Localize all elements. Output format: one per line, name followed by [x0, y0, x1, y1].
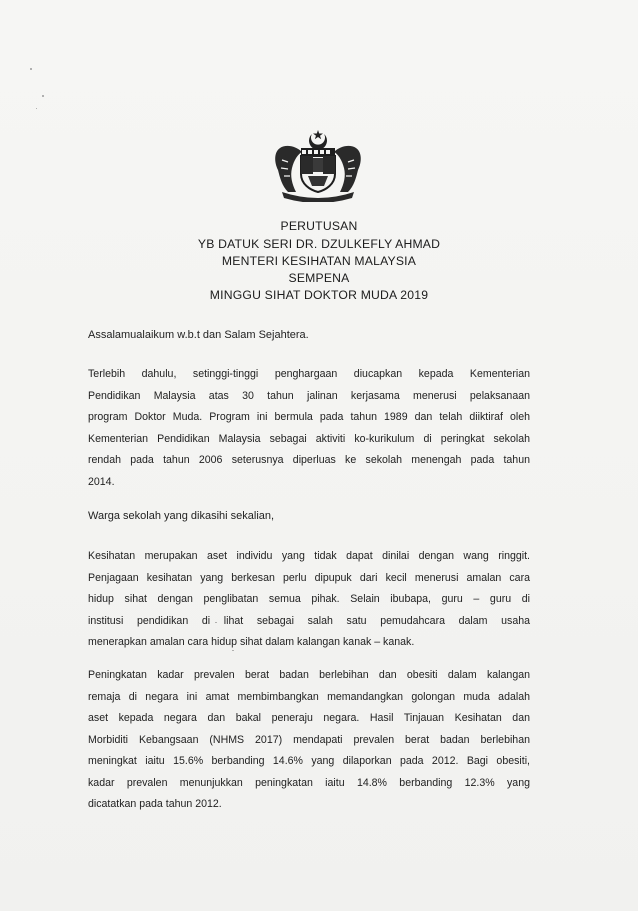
paragraph-line: Kementerian Pendidikan Malaysia sebagai aktiviti ko-kurikulum di peringkat sekolah — [88, 432, 530, 445]
heading-line-3: MENTERI KESIHATAN MALAYSIA — [221, 254, 417, 268]
heading-line-4: SEMPENA — [288, 271, 350, 285]
paragraph-line: aset kepada negara dan bakal peneraju negara. Hasil Tinjauan Kesihatan dan — [88, 712, 530, 724]
paragraph-line: Pendidikan Malaysia atas 30 tahun jalinan kerjasama menerusi pelaksanaan — [88, 389, 530, 402]
paragraph-1 — [88, 364, 530, 493]
scan-speck — [42, 95, 44, 97]
paragraph-line: 2014. — [88, 475, 115, 488]
paragraph-line: Kesihatan merupakan aset individu yang tidak dapat dinilai dengan wang ringgit. — [88, 550, 530, 562]
scan-speck — [36, 108, 37, 109]
paragraph-line: kadar prevalen menunjukkan peningkatan iaitu 14.8% berbanding 12.3% yang — [88, 776, 530, 789]
paragraph-line: hidup sihat dengan penglibatan semua pihak. Selain ibubapa, guru – guru di — [88, 593, 530, 605]
heading-line-1: PERUTUSAN — [280, 219, 358, 233]
paragraph-line: meningkat iaitu 15.6% berbanding 14.6% yang dilaporkan pada 2012. Bagi obesiti, — [88, 755, 530, 767]
paragraph-line: Terlebih dahulu, setinggi-tinggi penghargaan diucapkan kepada Kementerian — [88, 368, 530, 380]
heading-line-5: MINGGU SIHAT DOKTOR MUDA 2019 — [209, 288, 429, 302]
heading-line-2: YB DATUK SERI DR. DZULKEFLY AHMAD — [197, 237, 441, 251]
paragraph-line: institusi pendidikan di lihat sebagai salah satu pemudahcara dalam usaha — [88, 614, 530, 627]
salutation: Warga sekolah yang dikasihi sekalian, — [88, 510, 275, 522]
paragraph-2 — [88, 546, 530, 654]
malaysia-coat-of-arms-icon — [268, 128, 368, 202]
paragraph-line: remaja di negara ini amat membimbangkan memandangkan golongan muda adalah — [88, 690, 530, 703]
scan-speck — [30, 68, 32, 70]
paragraph-3 — [88, 665, 530, 816]
paragraph-line: Peningkatan kadar prevalen berat badan berlebihan dan obesiti dalam kalangan — [88, 669, 530, 681]
paragraph-line: menerapkan amalan cara hidup sihat dalam kalangan kanak – kanak. — [88, 636, 415, 648]
paragraph-line: program Doktor Muda. Program ini bermula pada tahun 1989 dan telah diiktiraf oleh — [88, 411, 530, 423]
paragraph-line: rendah pada tahun 2006 seterusnya diperluas ke sekolah menengah pada tahun — [88, 454, 530, 466]
paragraph-line: dicatatkan pada tahun 2012. — [88, 798, 222, 810]
paragraph-line: Penjagaan kesihatan yang berkesan perlu dipupuk dari kecil menerusi amalan cara — [88, 571, 530, 584]
greeting: Assalamualaikum w.b.t dan Salam Sejahtera. — [88, 329, 309, 341]
paragraph-line: Morbiditi Kebangsaan (NHMS 2017) mendapati prevalen berat badan berlebihan — [88, 733, 530, 746]
